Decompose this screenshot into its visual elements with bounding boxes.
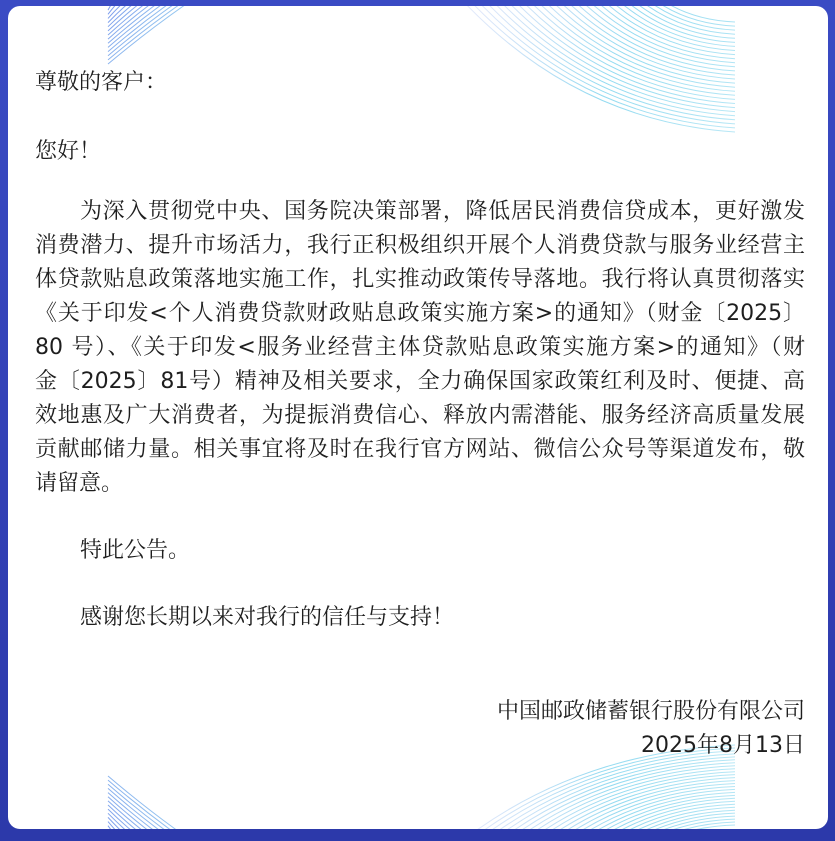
body-line: 《关于印发<个人消费贷款财政贴息政策实施方案>的通知》（财金〔2025〕 [35, 301, 805, 326]
body-line: 为深入贯彻党中央、国务院决策部署，降低居民消费信贷成本，更好激发 [80, 199, 805, 224]
closing-statement: 特此公告。 [80, 538, 191, 563]
body-line: 效地惠及广大消费者，为提振消费信心、释放内需潜能、服务经济高质量发展 [35, 403, 805, 428]
body-line: 80 号）、《关于印发<服务业经营主体贷款贴息政策实施方案>的通知》（财 [35, 335, 805, 360]
signature-date: 2025年8月13日 [641, 733, 805, 758]
body-line: 体贷款贴息政策落地实施工作，扎实推动政策传导落地。我行将认真贯彻落实 [35, 267, 805, 292]
thanks-statement: 感谢您长期以来对我行的信任与支持！ [80, 605, 455, 630]
salutation: 尊敬的客户： [35, 70, 168, 95]
greeting: 您好！ [35, 139, 102, 164]
signature-organization: 中国邮政储蓄银行股份有限公司 [496, 699, 805, 724]
body-line: 贡献邮储力量。相关事宜将及时在我行官方网站、微信公众号等渠道发布，敬 [35, 437, 805, 462]
notice-body [35, 195, 805, 501]
body-line: 请留意。 [35, 471, 124, 496]
body-line: 金〔2025〕81号）精神及相关要求，全力确保国家政策红利及时、便捷、高 [35, 369, 805, 394]
body-line: 消费潜力、提升市场活力，我行正积极组织开展个人消费贷款与服务业经营主 [35, 233, 805, 258]
